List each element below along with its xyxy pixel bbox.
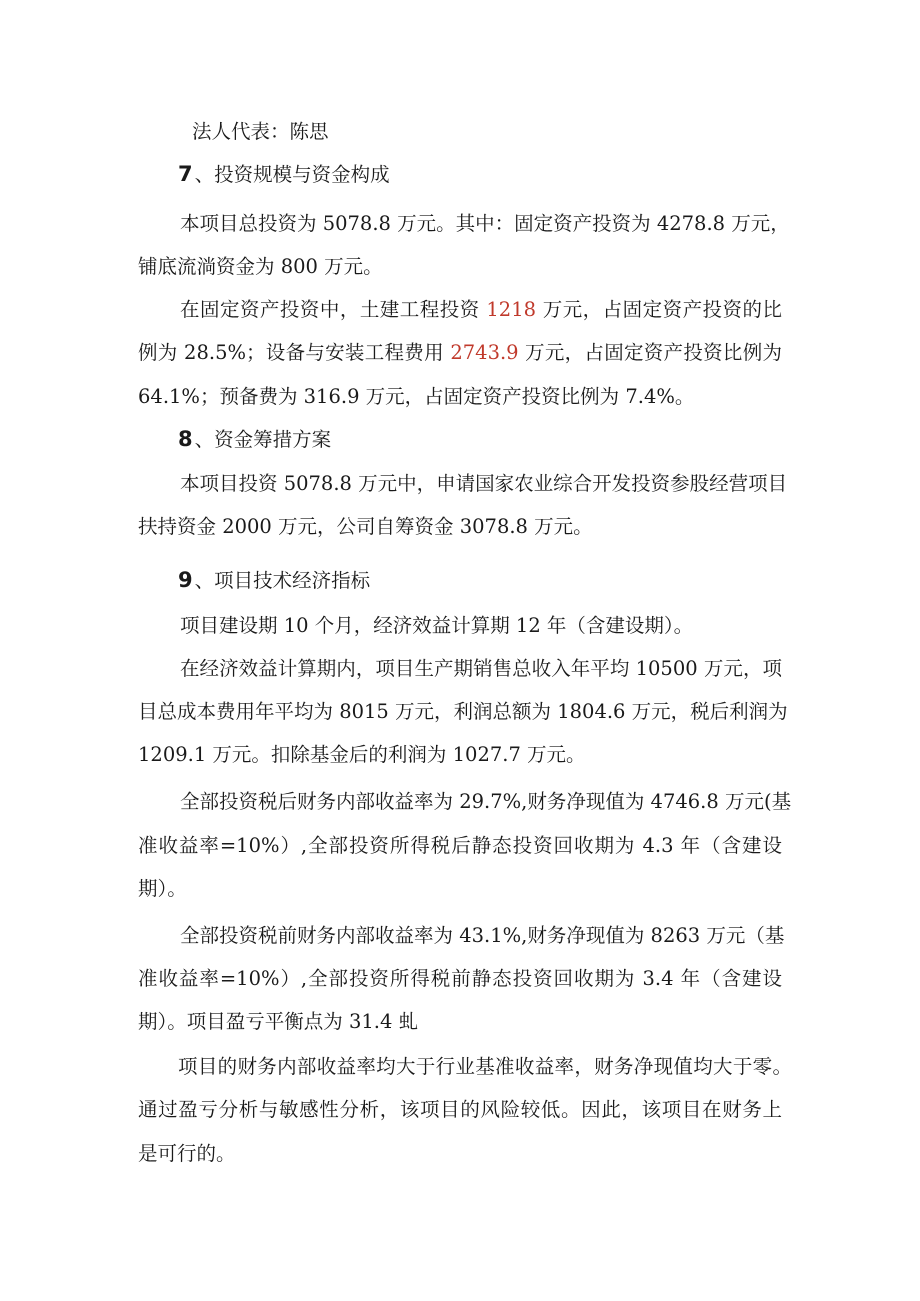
paragraph-line: 全部投资税前财务内部收益率为 43.1%,财务净现值为 8263 万元（基 xyxy=(180,924,785,947)
legal-representative: 法人代表：陈思 xyxy=(192,120,329,143)
paragraph-line: 本项目总投资为 5078.8 万元。其中：固定资产投资为 4278.8 万元， xyxy=(180,212,790,235)
paragraph-line: 64.1%；预备费为 316.9 万元，占固定资产投资比例为 7.4%。 xyxy=(138,385,695,408)
paragraph-line: 准收益率=10%）,全部投资所得税前静态投资回收期为 3.4 年（含建设 xyxy=(138,967,782,990)
paragraph-line: 是可行的。 xyxy=(138,1142,236,1165)
text-run: 例为 28.5%；设备与安装工程费用 xyxy=(138,341,451,364)
paragraph-line: 本项目投资 5078.8 万元中，申请国家农业综合开发投资参股经营项目 xyxy=(180,472,788,495)
section-number: 9 xyxy=(178,568,193,592)
section-title: 、投资规模与资金构成 xyxy=(194,163,390,186)
section-8-heading xyxy=(178,425,331,454)
section-number: 7 xyxy=(178,162,193,186)
paragraph-line: 准收益率=10%）,全部投资所得税后静态投资回收期为 4.3 年（含建设 xyxy=(138,834,782,857)
section-number: 8 xyxy=(178,427,193,451)
highlighted-value: 1218 xyxy=(486,298,537,321)
paragraph-line: 期）。 xyxy=(138,877,187,900)
text-run: 万元，占固定资产投资的比 xyxy=(536,298,782,321)
paragraph-line: 项目建设期 10 个月，经济效益计算期 12 年（含建设期）。 xyxy=(180,614,694,637)
text-run: 万元，占固定资产投资比例为 xyxy=(518,341,782,364)
paragraph-line: 期）。项目盈亏平衡点为 31.4 虬 xyxy=(138,1010,419,1033)
paragraph-line xyxy=(138,339,782,367)
paragraph-line: 全部投资税后财务内部收益率为 29.7%,财务净现值为 4746.8 万元(基 xyxy=(180,790,792,813)
paragraph-line: 1209.1 万元。扣除基金后的利润为 1027.7 万元。 xyxy=(138,743,586,766)
section-7-heading xyxy=(178,160,390,189)
paragraph-line: 目总成本费用年平均为 8015 万元，利润总额为 1804.6 万元，税后利润为 xyxy=(138,700,788,723)
paragraph-line: 铺底流淌资金为 800 万元。 xyxy=(138,255,383,278)
paragraph-line: 通过盈亏分析与敏感性分析，该项目的风险较低。因此，该项目在财务上 xyxy=(138,1098,782,1121)
paragraph-line: 扶持资金 2000 万元，公司自筹资金 3078.8 万元。 xyxy=(138,515,593,538)
highlighted-value: 2743.9 xyxy=(450,341,519,364)
section-title: 、项目技术经济指标 xyxy=(194,569,371,592)
paragraph-line: 项目的财务内部收益率均大于行业基准收益率，财务净现值均大于零。 xyxy=(178,1055,792,1078)
section-9-heading xyxy=(178,566,370,595)
paragraph-line: 在经济效益计算期内，项目生产期销售总收入年平均 10500 万元，项 xyxy=(180,657,782,680)
section-title: 、资金筹措方案 xyxy=(194,428,332,451)
text-run: 在固定资产投资中，土建工程投资 xyxy=(180,298,487,321)
paragraph-line xyxy=(180,296,782,324)
